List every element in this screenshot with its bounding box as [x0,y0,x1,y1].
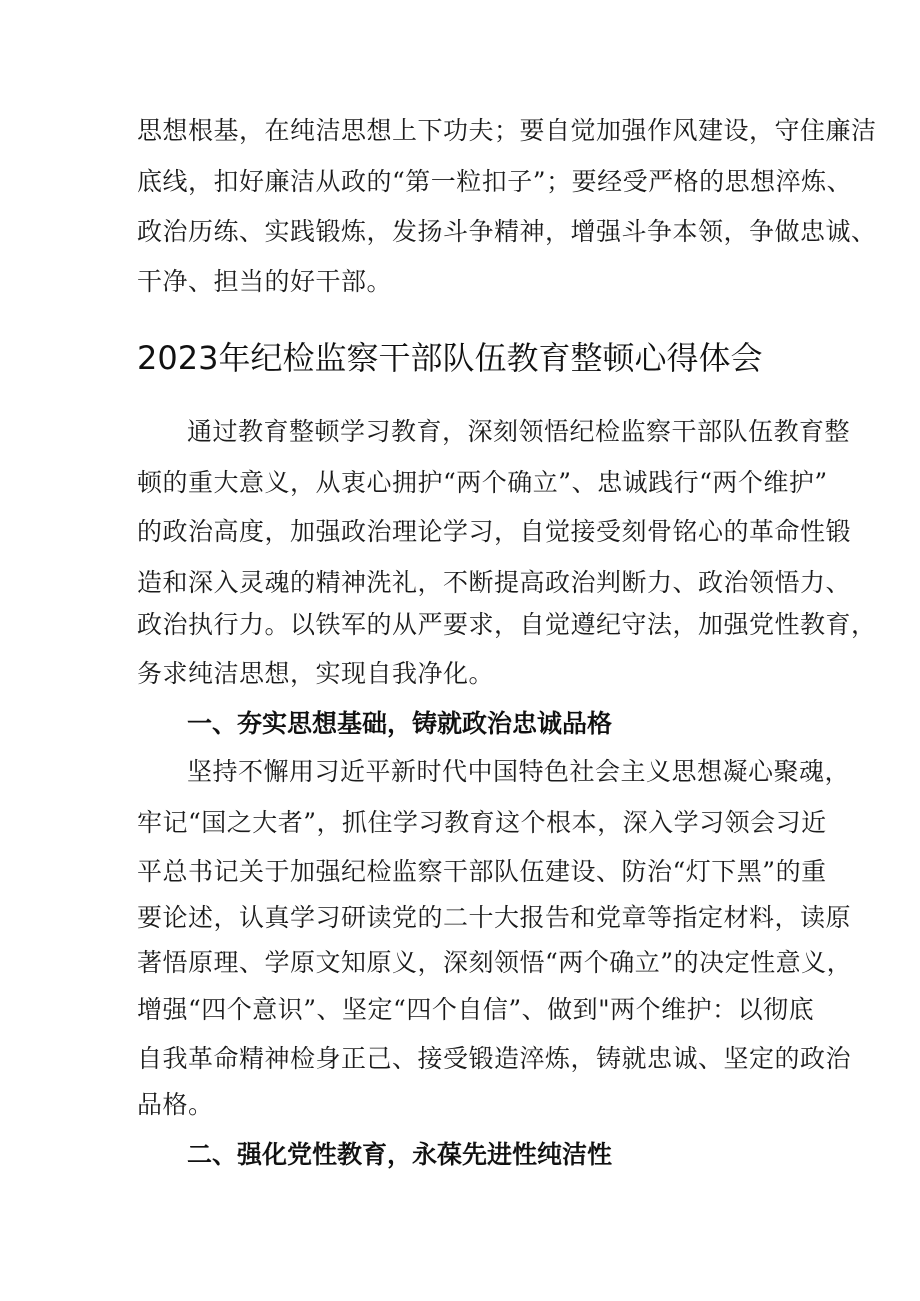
body-text-line: 政治历练、实践锻炼，发扬斗争精神，增强斗争本领，争做忠诚、 [137,217,877,246]
section1-text-line: 著悟原理、学原文知原义，深刻领悟“两个确立”的决定性意义， [137,948,853,977]
section1-text-line: 要论述，认真学习研读党的二十大报告和党章等指定材料，读原 [137,903,852,932]
section-heading-1: 一、夯实思想基础，铸就政治忠诚品格 [187,709,613,738]
body-text-line: 干净、担当的好干部。 [137,267,393,296]
intro-text-line: 政治执行力。以铁军的从严要求，自觉遵纪守法，加强党性教育， [137,610,877,639]
intro-text-line: 通过教育整顿学习教育，深刻领悟纪检监察干部队伍教育整 [187,417,851,446]
section1-text-line: 坚持不懈用习近平新时代中国特色社会主义思想凝心聚魂， [187,757,851,786]
article-title: 2023年纪检监察干部队伍教育整顿心得体会 [137,339,763,377]
section1-text-line: 自我革命精神检身正己、接受锻造淬炼，铸就忠诚、坚定的政治 [137,1044,852,1073]
section1-text-line: 牢记“国之大者”，抓住学习教育这个根本，深入学习领会习近 [137,808,827,837]
section1-text-line: 品格。 [137,1090,214,1119]
intro-text-line: 的政治高度，加强政治理论学习，自觉接受刻骨铭心的革命性锻 [137,517,852,546]
section1-text-line: 平总书记关于加强纪检监察干部队伍建设、防治“灯下黑”的重 [137,857,827,886]
intro-text-line: 顿的重大意义，从衷心拥护“两个确立”、忠诚践行“两个维护” [137,468,828,497]
body-text-line: 底线，扣好廉洁从政的“第一粒扣子”；要经受严格的思想淬炼、 [137,167,853,196]
section-heading-2: 二、强化党性教育，永葆先进性纯洁性 [187,1140,613,1169]
intro-text-line: 务求纯洁思想，实现自我净化。 [137,659,495,688]
body-text-line: 思想根基，在纯洁思想上下功夫；要自觉加强作风建设，守住廉洁 [137,116,877,145]
intro-text-line: 造和深入灵魂的精神洗礼，不断提高政治判断力、政治领悟力、 [137,568,852,597]
section1-text-line: 增强“四个意识”、坚定“四个自信”、做到"两个维护：以彻底 [137,995,815,1024]
